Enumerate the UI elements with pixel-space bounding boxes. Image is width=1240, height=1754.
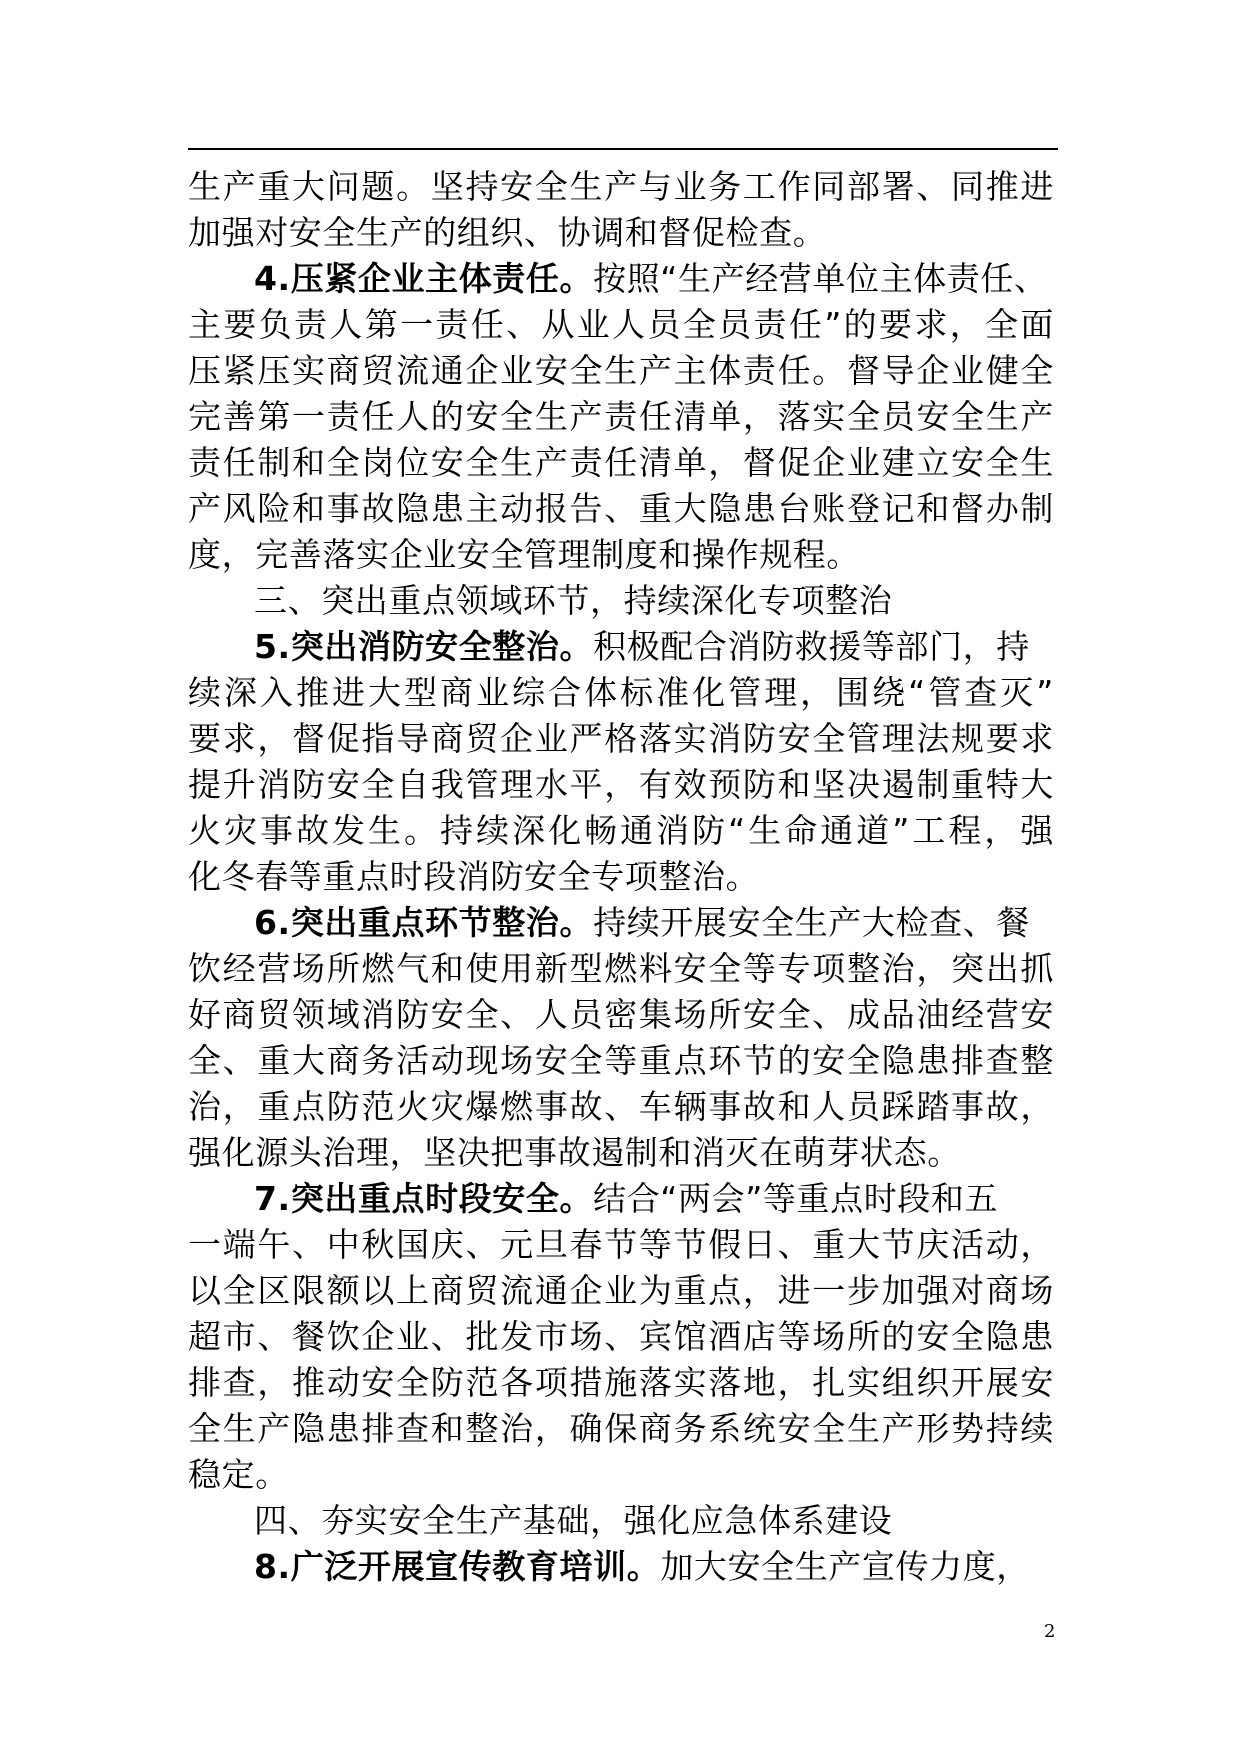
- item-5-first-line: [254, 624, 1030, 670]
- line-text: 续深入推进大型商业综合体标准化管理，围绕“管查灭”: [188, 673, 1054, 712]
- body-line: [188, 348, 1054, 394]
- line-text: 生产重大问题。坚持安全生产与业务工作同部署、同推进: [188, 167, 1054, 206]
- body-line: [188, 1038, 1054, 1084]
- item-7-first-line: [254, 1176, 998, 1222]
- body-line: [188, 1130, 1054, 1176]
- body-line: [188, 210, 1054, 256]
- body-line: [188, 302, 1054, 348]
- body-line: [188, 486, 1054, 532]
- body-line: [188, 670, 1054, 716]
- header-rule: [188, 148, 1058, 150]
- body-line: [188, 440, 1054, 486]
- item-4-first-line: [254, 256, 1048, 302]
- section-heading-text: 三、突出重点领域环节，持续深化专项整治: [254, 581, 893, 620]
- line-text: 责任制和全岗位安全生产责任清单，督促企业建立安全生: [188, 443, 1054, 482]
- line-text: 主要负责人第一责任、从业人员全员责任”的要求，全面: [188, 305, 1054, 344]
- line-text: 全、重大商务活动现场安全等重点环节的安全隐患排查整: [188, 1041, 1054, 1080]
- line-text: 以全区限额以上商贸流通企业为重点，进一步加强对商场: [188, 1271, 1054, 1310]
- line-text: 火灾事故发生。持续深化畅通消防“生命通道”工程，强: [188, 811, 1054, 850]
- line-text: 排查，推动安全防范各项措施落实落地，扎实组织开展安: [188, 1363, 1054, 1402]
- body-line: [188, 854, 1054, 900]
- line-text: 饮经营场所燃气和使用新型燃料安全等专项整治，突出抓: [188, 949, 1054, 988]
- line-text: 稳定。: [188, 1455, 289, 1494]
- line-text: 加强对安全生产的组织、协调和督促检查。: [188, 213, 827, 252]
- body-line: [188, 946, 1054, 992]
- item-5-lead: 5.突出消防安全整治。: [254, 627, 594, 666]
- section-heading-3: [254, 578, 892, 624]
- line-text: 度，完善落实企业安全管理制度和操作规程。: [188, 535, 860, 574]
- item-8-lead: 8.广泛开展宣传教育培训。: [254, 1547, 661, 1586]
- line-text: 超市、餐饮企业、批发市场、宾馆酒店等场所的安全隐患: [188, 1317, 1054, 1356]
- line-text: 化冬春等重点时段消防安全专项整治。: [188, 857, 760, 896]
- line-text: 要求，督促指导商贸企业严格落实消防安全管理法规要求: [188, 719, 1054, 758]
- item-7-lead: 7.突出重点时段安全。: [254, 1179, 594, 1218]
- item-6-first-line: [254, 900, 1030, 946]
- line-text: 持续开展安全生产大检查、餐: [593, 903, 1030, 942]
- body-line: [188, 1406, 1054, 1452]
- line-text: 提升消防安全自我管理水平，有效预防和坚决遏制重特大: [188, 765, 1054, 804]
- body-line: [188, 1268, 1054, 1314]
- body-line: [188, 164, 1054, 210]
- body-line: [188, 716, 1054, 762]
- body-line: [188, 1452, 1054, 1498]
- line-text: 压紧压实商贸流通企业安全生产主体责任。督导企业健全: [188, 351, 1054, 390]
- body-line: [188, 808, 1054, 854]
- line-text: 完善第一责任人的安全生产责任清单，落实全员安全生产: [188, 397, 1054, 436]
- body-line: [188, 992, 1054, 1038]
- body-line: [188, 1222, 1054, 1268]
- body-line: [188, 762, 1054, 808]
- page-number: 2: [1044, 1621, 1056, 1642]
- body-line: [188, 1360, 1054, 1406]
- body-line: [188, 1084, 1054, 1130]
- line-text: 加大安全生产宣传力度，: [660, 1547, 1030, 1586]
- line-text: 全生产隐患排查和整治，确保商务系统安全生产形势持续: [188, 1409, 1054, 1448]
- body-line: [188, 1314, 1054, 1360]
- line-text: 强化源头治理，坚决把事故遏制和消灭在萌芽状态。: [188, 1133, 961, 1172]
- line-text: 一端午、中秋国庆、元旦春节等节假日、重大节庆活动，: [188, 1225, 1054, 1264]
- line-text: 结合“两会”等重点时段和五: [593, 1179, 999, 1218]
- item-8-first-line: [254, 1544, 1030, 1590]
- line-text: 好商贸领域消防安全、人员密集场所安全、成品油经营安: [188, 995, 1054, 1034]
- section-heading-4: [254, 1498, 892, 1544]
- line-text: 产风险和事故隐患主动报告、重大隐患台账登记和督办制: [188, 489, 1054, 528]
- line-text: 积极配合消防救援等部门，持: [593, 627, 1030, 666]
- line-text: 治，重点防范火灾爆燃事故、车辆事故和人员踩踏事故，: [188, 1087, 1054, 1126]
- body-line: [188, 532, 1054, 578]
- item-6-lead: 6.突出重点环节整治。: [254, 903, 594, 942]
- body-line: [188, 394, 1054, 440]
- line-text: 按照“生产经营单位主体责任、: [593, 259, 1048, 298]
- item-4-lead: 4.压紧企业主体责任。: [254, 259, 594, 298]
- section-heading-text: 四、夯实安全生产基础，强化应急体系建设: [254, 1501, 893, 1540]
